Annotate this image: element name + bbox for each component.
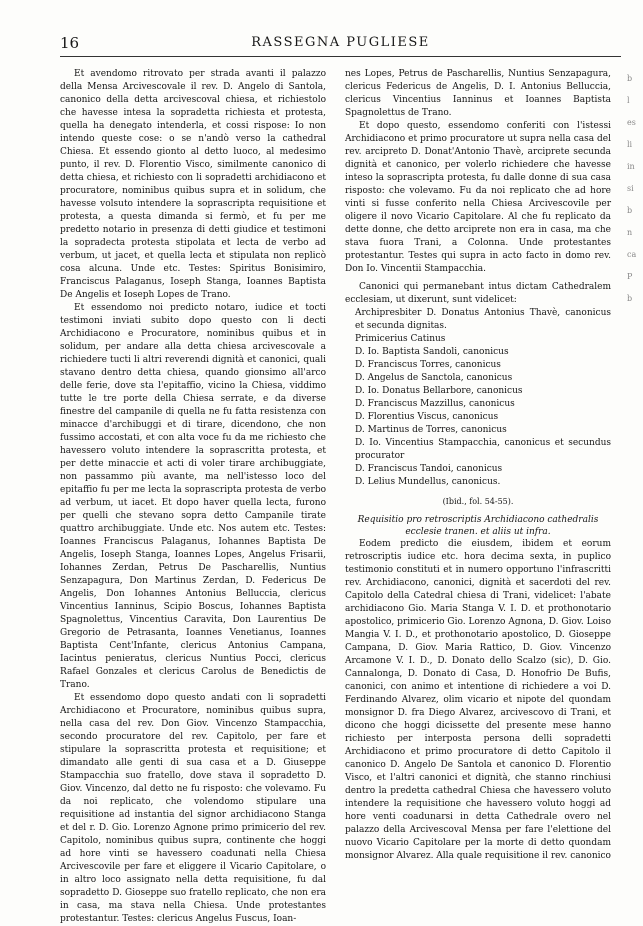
list-item: D. Io. Donatus Bellarbore, canonicus: [355, 386, 523, 396]
right-intro: nes Lopes, Petrus de Pascharellis, Nuntius Senzapagura, clericus Federicus de Angelis, D. I. Antonius Belluccia, clericus Vincentius Ianninus et Ioannes Baptista Spagnolettus de Trano.: [345, 69, 611, 118]
left-column: [60, 68, 326, 926]
left-paragraph-1: Et avendomo ritrovato per strada avanti il palazzo della Mensa Arcivescovale il rev. D. Angelo di Santola, canonico della detta arcivescoval chiesa, et richiestolo che havesse intesa la sopradetta richiesta et protesta, quella ha denegato intenderla, et cossi rispose: Io non intendo queste cose: o se n'andò verso la cathedral Chiesa. Et essendo gionto al detto luoco, al medesimo punto, il rev. D. Florentio Visco, similmente canonico di detta chiesa, et richiesto con li sopradetti archidiacono et procuratore, nominibus quibus supra et in solidum, che havesse volsuto intendere la soprascripta requisitione et protesta, a questa dimanda si fermò, et fu per me predetto notario in presenza di detti giudice et testimoni la sopradecta protesta stipolata et lecta de verbo ad verbum, ut jacet, et quella lecta et stipulata non replicò cosa alcuna. Unde etc. Testes: Spiritus Bonisimiro, Franciscus Palaganus, Ioseph Stanga, Ioannes Baptista De Angelis et Ioseph Lopes de Trano.: [60, 69, 326, 300]
list-item: Primicerius Catinus: [355, 334, 446, 344]
adjacent-page-bleed: b l es li in si b n ca P b: [627, 74, 637, 303]
right-paragraph-4: Eodem predicto die eiusdem, ibidem et eorum retroscriptis iudice etc. hora decima sexta, in puplico testimonio constituti et in numero opportuno l'infrascritti rev. Archidiacono, canonici, dignità et sacerdoti del rev. Capitolo della Catedral chiesa di Trani, videlicet: l'abate archidiacono Gio. Maria Stanga V. I. D. et prothonotario apostolico, primicerio Gio. Lorenzo Agnona, D. Giov. Loiso Mangia V. I. D., et prothonotario apostolico, D. Gioseppe Campana, D. Giov. Maria Rattico, D. Giov. Vincenzo Arcamone V. I. D., D. Donato dello Scalzo (sic), D. Gio. Cannalonga, D. Donato di Casa, D. Honofrio De Bufis, canonici, con animo et intentione di richiedere a voi D. Ferdinando Alvarez, olim vicario et nipote del quondam monsignor D. fra Diego Alvarez, arcivescovo di Trani, et dicono che hoggi dicissette del presente mese hanno richiesto per interposta persona delli sopradetti Archidiacono et primo procuratore di detto Capitolo il canonico D. Angelo De Santola et canonico D. Florentio Visco, et l'altri canonici et dignità, che stanno rinchiusi dentro la predetta cathedral Chiesa che havessero voluto intendere la requisitione che havessero voluto hoggi ad hore venti coadunarsi in detta Cathedrale overo nel palazzo della Arcivescoval Mensa per fare l'elettione del nuovo Vicario Capitolare per la morte di detto quondam monsignor Alvarez. Alla quale requisitione il rev. canonico: [345, 539, 611, 861]
list-item: D. Franciscus Torres, canonicus: [355, 360, 501, 370]
right-paragraph-2: Et dopo questo, essendomo conferiti con l'istessi Archidiacono et primo procuratore ut supra nella casa del rev. arcipreto D. Donat'Antonio Thavè, arciprete secunda dignità et canonico, per volerlo richiedere che havesse inteso la soprascripta protesta, fu dalle donne di sua casa risposto: che volevamo. Fu da noi replicato che ad hore vinti si fusse conferito nella Chiesa Arcivescovile per oligere il novo Vicario Capitolare. Al che fu replicato da dette donne, che detto arciprete non era in casa, ma che stava fuora Trani, a Colonna. Unde protestantes protestantur. Testes qui supra in acto facto in domo rev. Don Io. Vincentii Stampacchia.: [345, 121, 611, 274]
list-item: D. Io. Baptista Sandoli, canonicus: [355, 347, 509, 357]
list-item: D. Angelus de Sanctola, canonicus: [355, 373, 513, 383]
canons-list: [345, 307, 611, 489]
list-item: D. Florentius Viscus, canonicus: [355, 412, 499, 422]
source-reference: (Ibid., fol. 54-55).: [442, 497, 514, 506]
right-paragraph-3: Canonici qui permanebant intus dictam Cathedralem ecclesiam, ut dixerunt, sunt videlicet:: [345, 282, 611, 305]
list-item: D. Lelius Mundellus, canonicus.: [355, 477, 501, 487]
left-paragraph-3: Et essendomo dopo questo andati con li sopradetti Archidiacono et Procuratore, nominibus quibus supra, nella casa del rev. Don Giov. Vincenzo Stampacchia, secondo procuratore del rev. Capitolo, per fare et stipulare la soprascritta protesta et requisitione; et dimandato alle genti di sua casa et a D. Giuseppe Stampacchia suo fratello, dove stava il sopradetto D. Giov. Vincenzo, dal detto ne fu risposto: che volevamo. Fu da noi replicato, che volendomo stipulare una requisitione ad instantia del signor archidiacono Stanga et del r. D. Gio. Lorenzo Agnone primo primicerio del rev. Capitolo, nominibus quibus supra, continente che hoggi ad hore vinti se havessero coadunati nella Chiesa Arcivescovile per fare et eliggere il Vicario Capitolare, o in altro loco assignato nella detta requisitione, fu dal sopradetto D. Gioseppe suo fratello replicato, che non era in casa, ma stava nella Chiesa. Unde protestantes protestantur. Testes: clericus Angelus Fuscus, Ioan-: [60, 693, 326, 924]
list-item: D. Franciscus Tandoi, canonicus: [355, 464, 503, 474]
list-item: D. Franciscus Mazzillus, canonicus: [355, 399, 515, 409]
right-column: [345, 68, 611, 863]
page-header: [60, 28, 621, 57]
page-number: 16: [60, 34, 80, 52]
running-title: RASSEGNA PUGLIESE: [251, 35, 430, 50]
list-item: Archipresbiter D. Donatus Antonius Thavè, canonicus et secunda dignitas.: [355, 308, 611, 331]
left-paragraph-2: Et essendomo noi predicto notaro, iudice et tocti testimoni inviati subito dopo questo con li decti Archidiacono e Procuratore, nominibus quibus et in solidum, per andare alla detta chiesa arcivescovale a richiedere tucti li altri reverendi dignità et canonici, quali stavano dentro detta chiesa, quando gionsimo all'arco delle ferie, dove sta l'epitaffio, vicino la Chiesa, viddimo tutte le tre porte della Chiesa serrate, e da diverse finestre del campanile di quella ne fu fatta resistenza con minacce d'archibuggi et di tirare, dicendono, che non fussimo accostati, et con alta voce fu da me richiesto che havessero voluto intendere la soprascritta protesta, et per dette minaccie et acti di voler tirare archibuggiate, non passammo più avante, ma nell'istesso loco del epitaffio fu per me lecta la soprascripta protesta de verbo ad verbum, ut iacet. Et dopo haver quella lecta, furono per quelli che stevano sopra detto Campanile tirate quattro archibuggiate. Unde etc. Nos autem etc. Testes: Ioannes Franciscus Palaganus, Iohannes Baptista De Angelis, Ioseph Stanga, Ioannes Lopes, Angelus Frisarii, Iohannes Zerdan, Petrus De Pascharellis, Nuntius Senzapagura, Don Martinus Zerdan, D. Federicus De Angelis, Don Iohannes Antonius Belluccia, clericus Vincentius Ianninus, Scipio Boscus, Iohannes Baptista Spagnolettus, Vincentius Caravita, Don Laurentius De Gregorio de Petrasanta, Ioannes Venetianus, Ioannes Baptista Cent'Infante, clericus Antonius Campana, Iacintus penieratus, clericus Nuntius Pocci, clericus Rafael Gonzales et clericus Carolus de Benedictis de Trano.: [60, 303, 326, 690]
list-item: D. Martinus de Torres, canonicus: [355, 425, 507, 435]
section-title: Requisitio pro retroscriptis Archidiacono cathedralis ecclesie tranen. et aliis ut infra.: [357, 515, 599, 537]
list-item: D. Io. Vincentius Stampacchia, canonicus et secundus procurator: [355, 438, 611, 461]
